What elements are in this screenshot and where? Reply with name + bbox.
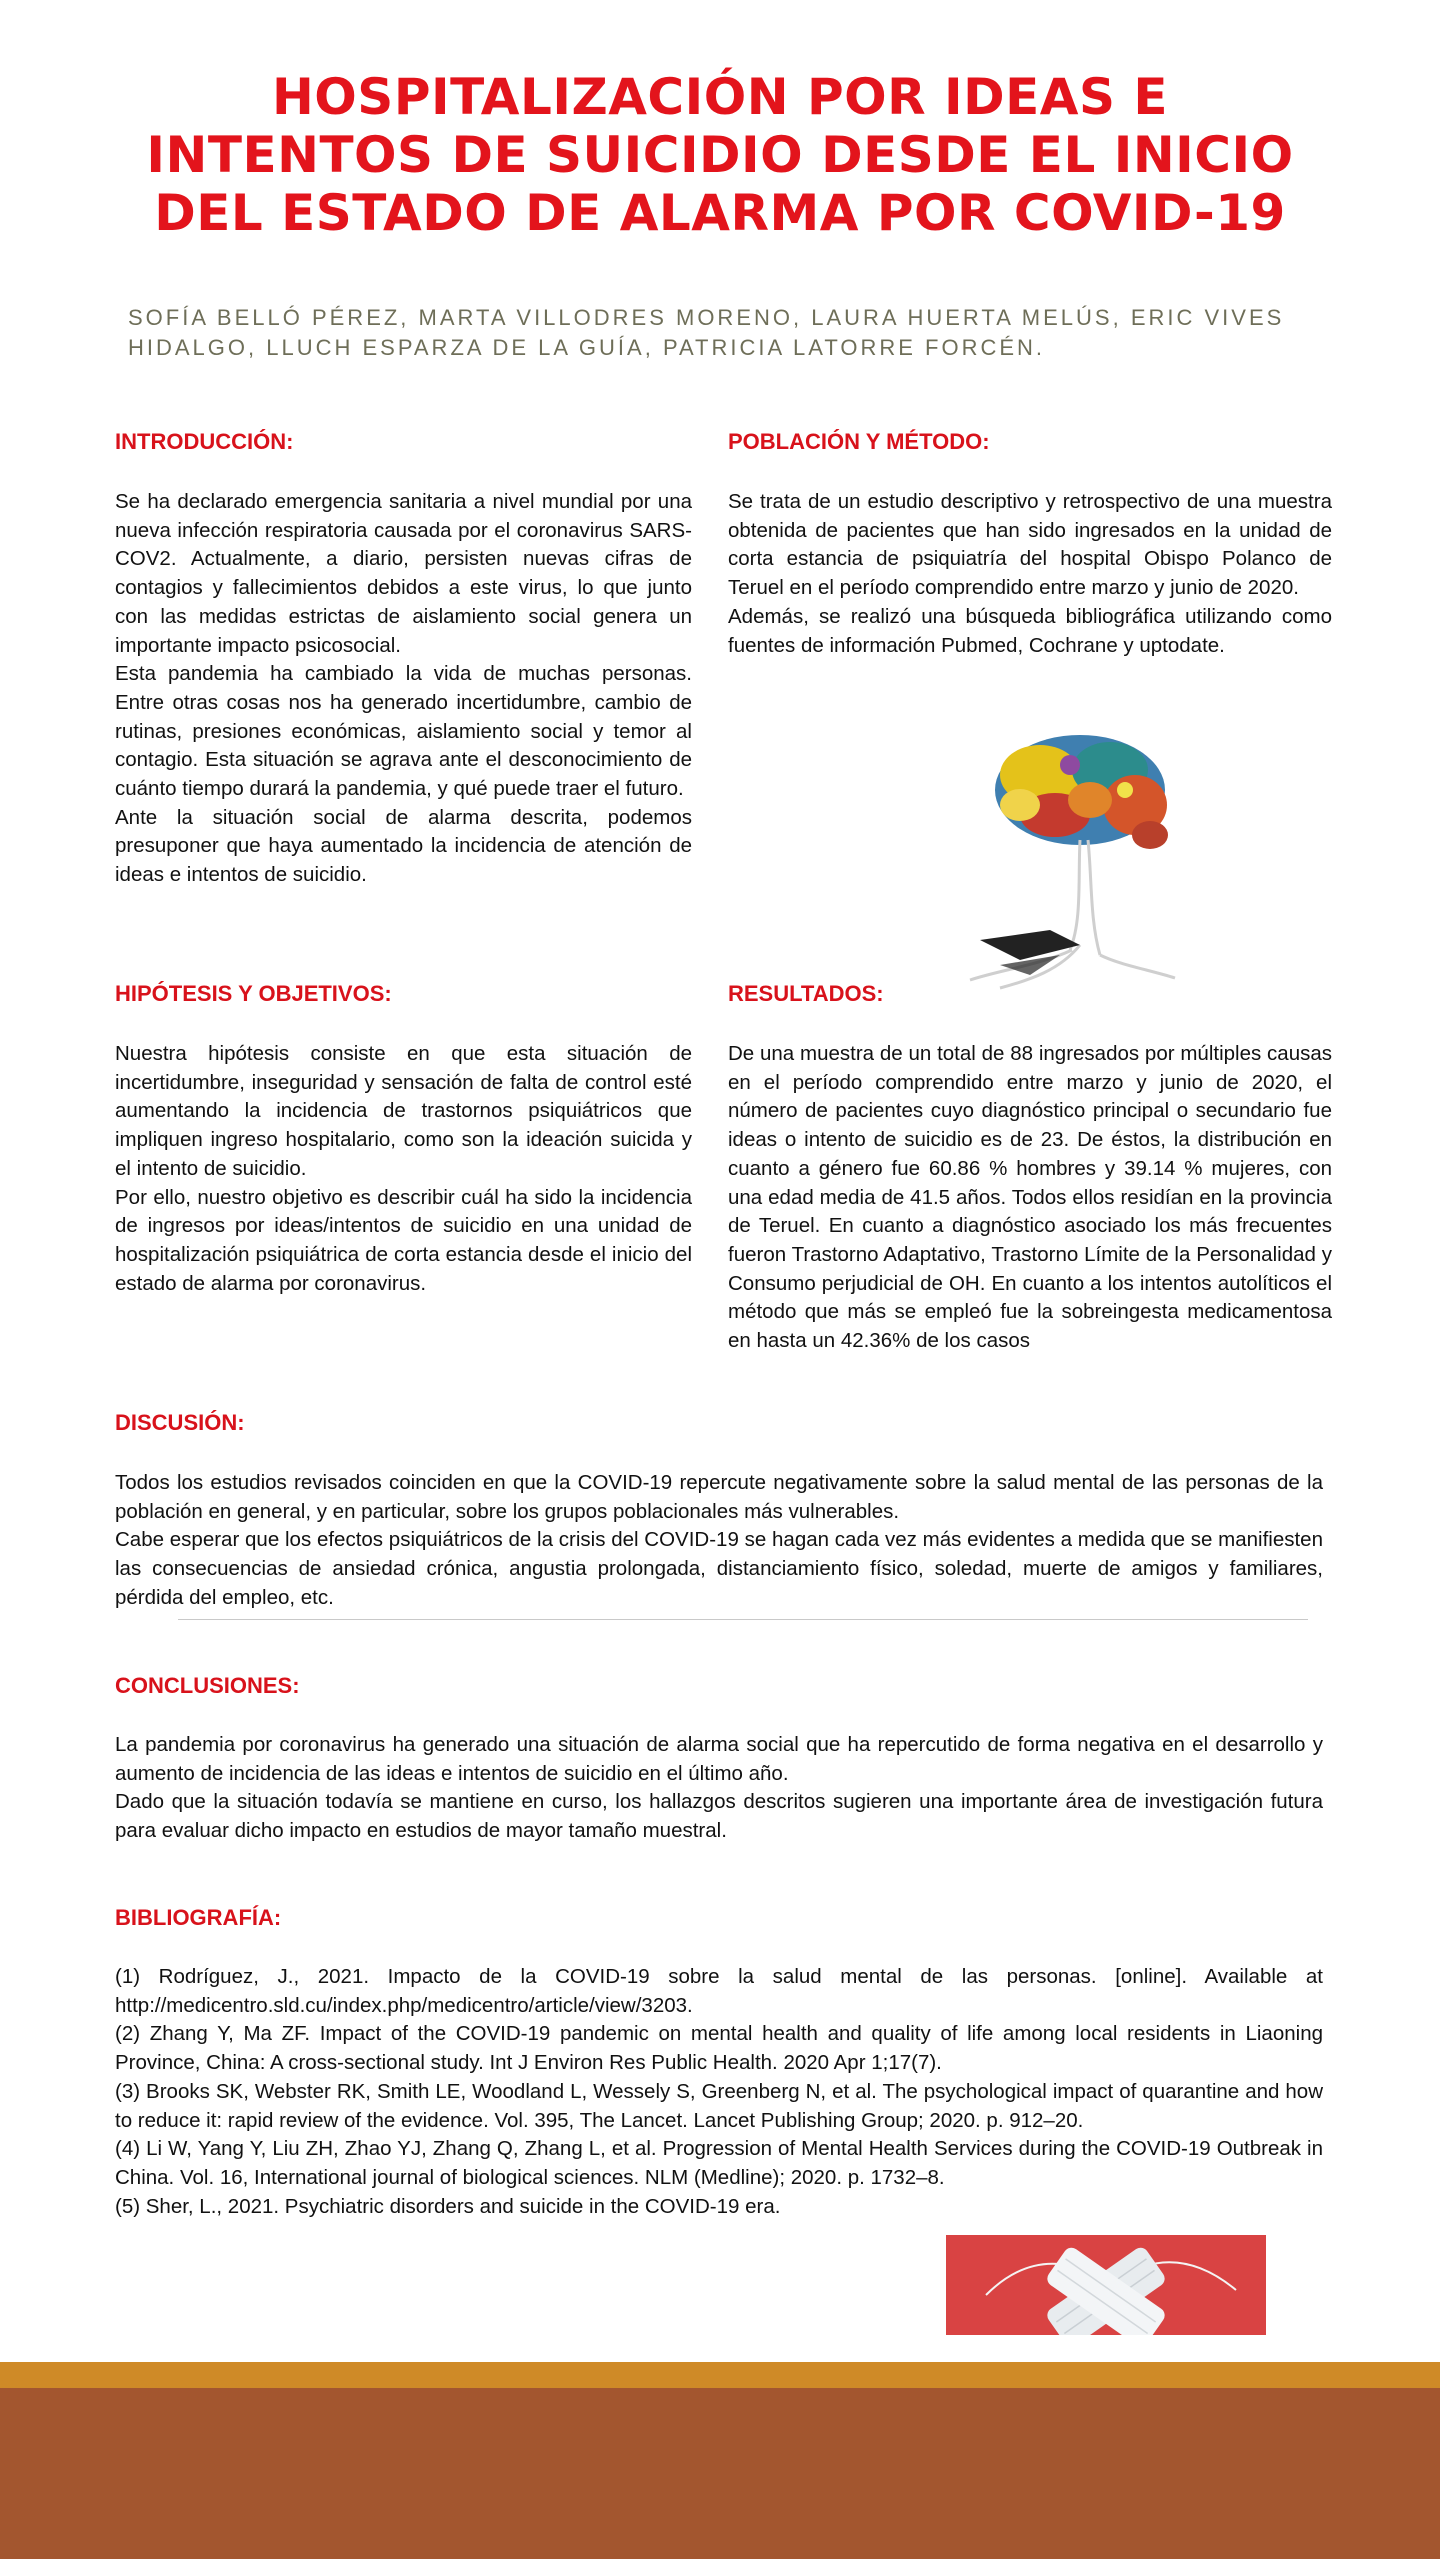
paragraph: Ante la situación social de alarma descrita, podemos presuponer que haya aumentado la incidencia de atención de ideas e intentos de suicidio. [115,805,692,887]
footer-band [0,2362,1440,2388]
bibliografia-body [115,1963,1323,2221]
tree-trunk [970,840,1175,988]
paragraph: La pandemia por coronavirus ha generado una situación de alarma social que ha repercutido de forma negativa en el desarrollo y aumento de incidencia de las ideas e intentos de suicidio en el último año. [115,1733,1323,1785]
paragraph: Todos los estudios revisados coinciden en que la COVID-19 repercute negativamente sobre la salud mental de las personas de la población en general, y en particular, sobre los grupos poblacionales más vulnerables. [115,1471,1323,1523]
face-mask-image [946,2235,1266,2335]
heading-hipotesis: HIPÓTESIS Y OBJETIVOS: [115,981,392,1006]
paragraph: Se ha declarado emergencia sanitaria a nivel mundial por una nueva infección respiratoria causada por el coronavirus SARS-COV2. Actualmente, a diario, persisten nuevas cifras de contagios y fallecimientos debidos a este virus, lo que junto con las medidas estrictas de aislamiento social genera un importante impacto psicosocial. [115,490,692,657]
discusion-body [115,1469,1323,1613]
heading-resultados: RESULTADOS: [728,981,884,1006]
brain-canopy [995,735,1168,849]
reference: (5) Sher, L., 2021. Psychiatric disorders and suicide in the COVID-19 era. [115,2194,781,2218]
title-line: HOSPITALIZACIÓN POR IDEAS E [271,68,1169,126]
title-line: INTENTOS DE SUICIDIO DESDE EL INICIO [146,126,1294,184]
reference: (2) Zhang Y, Ma ZF. Impact of the COVID-19 pandemic on mental health and quality of life among local residents in Liaoning Province, China: A cross-sectional study. Int J Environ Res Public Health. 2020 Apr 1;17(7). [115,2022,1323,2075]
heading-discusion: DISCUSIÓN: [115,1410,245,1435]
conclusiones-body [115,1731,1323,1846]
introduccion-body [115,488,692,890]
resultados-body [728,1040,1332,1356]
authors-line: SOFÍA BELLÓ PÉREZ, MARTA VILLODRES MORENO, LAURA HUERTA MELÚS, ERIC VIVES [128,305,1285,330]
poster-title [100,68,1340,242]
paragraph: Además, se realizó una búsqueda bibliográfica utilizando como fuentes de información Pubmed, Cochrane y uptodate. [728,604,1332,657]
reference: (4) Li W, Yang Y, Liu ZH, Zhao YJ, Zhang Q, Zhang L, et al. Progression of Mental Health Services during the COVID-19 Outbreak in China. Vol. 16, International journal of biological sciences. NLM (Medline); 2020. p. 1732–8. [115,2137,1323,2189]
paragraph: Por ello, nuestro objetivo es describir cuál ha sido la incidencia de ingresos por ideas/intentos de suicidio en una unidad de hospitalización psiquiátrica de corta estancia desde el inicio del estado de alarma por coronavirus. [115,1185,692,1295]
paragraph: Se trata de un estudio descriptivo y retrospectivo de una muestra obtenida de pacientes que han sido ingresados en la unidad de corta estancia de psiquiatría del hospital Obispo Polanco de Teruel en el período comprendido entre marzo y junio de 2020. [728,490,1332,600]
hipotesis-body [115,1040,692,1298]
paragraph: Nuestra hipótesis consiste en que esta situación de incertidumbre, inseguridad y sensación de falta de control esté aumentando la incidencia de trastornos psiquiátricos que impliquen ingreso hospitalario, como son la ideación suicida y el intento de suicidio. [115,1042,692,1180]
reference: (1) Rodríguez, J., 2021. Impacto de la COVID-19 sobre la salud mental de las personas. [online]. Available at http://medicentro.sld.cu/index.php/medicentro/article/view/3203. [115,1965,1323,2017]
authors-line: HIDALGO, LLUCH ESPARZA DE LA GUÍA, PATRICIA LATORRE FORCÉN. [128,335,1046,360]
paragraph: Esta pandemia ha cambiado la vida de muchas personas. Entre otras cosas nos ha generado incertidumbre, cambio de rutinas, presiones económicas, aislamiento social y temor al contagio. Esta situación se agrava ante el desconocimiento de cuánto tiempo durará la pandemia, y qué puede traer el futuro. [115,662,692,801]
footer [0,2388,1440,2559]
brain-tree-illustration [960,730,1200,990]
divider [178,1619,1308,1620]
authors [128,303,1348,363]
paragraph: Dado que la situación todavía se mantiene en curso, los hallazgos descritos sugieren una importante área de investigación futura para evaluar dicho impacto en estudios de mayor tamaño muestral. [115,1790,1323,1843]
heading-introduccion: INTRODUCCIÓN: [115,429,294,454]
poblacion-body [728,488,1332,660]
title-line: DEL ESTADO DE ALARMA POR COVID-19 [154,184,1286,242]
reference: (3) Brooks SK, Webster RK, Smith LE, Woodland L, Wessely S, Greenberg N, et al. The psychological impact of quarantine and how to reduce it: rapid review of the evidence. Vol. 395, The Lancet. Lancet Publishing Group; 2020. p. 912–20. [115,2079,1323,2132]
paragraph: De una muestra de un total de 88 ingresados por múltiples causas en el período comprendido entre marzo y junio de 2020, el número de pacientes cuyo diagnóstico principal o secundario fue ideas o intento de suicidio es de 23. De éstos, la distribución en cuanto a género fue 60.86 % hombres y 39.14 % mujeres, con una edad media de 41.5 años. Todos ellos residían en la provincia de Teruel. En cuanto a diagnóstico asociado los más frecuentes fueron Trastorno Adaptativo, Trastorno Límite de la Personalidad y Consumo perjudicial de OH. En cuanto a los intentos autolíticos el método que más se empleó fue la sobreingesta medicamentosa en hasta un 42.36% de los casos [728,1042,1332,1353]
heading-poblacion: POBLACIÓN Y MÉTODO: [728,429,990,454]
heading-conclusiones: CONCLUSIONES: [115,1673,300,1698]
heading-bibliografia: BIBLIOGRAFÍA: [115,1905,282,1930]
paragraph: Cabe esperar que los efectos psiquiátricos de la crisis del COVID-19 se hagan cada vez más evidentes a medida que se manifiesten las consecuencias de ansiedad crónica, angustia prolongada, distanciamiento físico, soledad, muerte de amigos y familiares, pérdida del empleo, etc. [115,1528,1323,1609]
